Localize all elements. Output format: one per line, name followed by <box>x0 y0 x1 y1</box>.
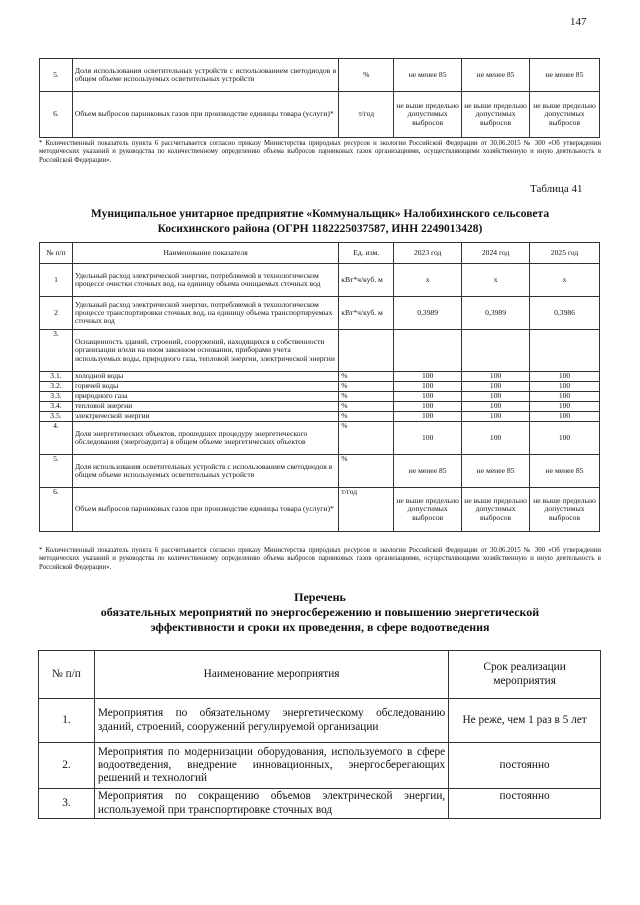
value-2023: 100 <box>394 382 462 392</box>
value-2025: 100 <box>530 382 600 392</box>
indicator-name: Объем выбросов парниковых газов при производстве единицы товара (услуги)* <box>72 488 338 532</box>
table-row <box>40 92 600 138</box>
value-2024: не выше предельно допустимых выбросов <box>462 488 530 532</box>
value-2025: 100 <box>530 422 600 455</box>
header-unit: Ед. изм. <box>339 243 394 264</box>
table-row <box>40 392 600 402</box>
indicator-name: природного газа <box>72 392 338 402</box>
measure-name: Мероприятия по модернизации оборудования, используемого в сфере водоотведения, внедрение инновационных, энергосберегающих решений и технологий <box>94 743 448 789</box>
value-2024: х <box>462 264 530 297</box>
measures-title-line1: Перечень <box>294 590 346 604</box>
unit <box>339 330 394 372</box>
indicator-name: Оснащенность зданий, строений, сооружений, находящихся в собственности организации и/или на ином законном основании, приборами учета используемых воды, природного газа, тепловой энергии, электрической энергии <box>72 330 338 372</box>
table-row <box>40 412 600 422</box>
indicator-table <box>39 242 600 532</box>
unit: кВт*ч/куб. м <box>339 264 394 297</box>
row-number: 6. <box>40 488 73 532</box>
value-2023: 100 <box>394 422 462 455</box>
value-2023: 0,3989 <box>394 297 462 330</box>
unit: % <box>339 392 394 402</box>
value-2024: не менее 85 <box>462 455 530 488</box>
value-2024: 100 <box>462 392 530 402</box>
indicator-name: горячей воды <box>72 382 338 392</box>
value-2024 <box>462 330 530 372</box>
unit: % <box>339 402 394 412</box>
indicator-name: Доля использования осветительных устройств с использованием светодиодов в общем объеме используемых осветительных устройств <box>72 455 338 488</box>
row-number: 3.3. <box>40 392 73 402</box>
measure-name: Мероприятия по обязательному энергетическому обследованию зданий, строений, сооружений регулируемой организации <box>94 699 448 743</box>
measures-title-line3: эффективности и сроки их проведения, в сфере водоотведения <box>150 620 490 634</box>
header-num: № п/п <box>39 651 95 699</box>
value-2024: не выше предельно допустимых выбросов <box>462 92 530 138</box>
value-2024: 100 <box>462 412 530 422</box>
indicator-name: электрической энергии <box>72 412 338 422</box>
value-2024: 100 <box>462 382 530 392</box>
value-2024: не менее 85 <box>462 59 530 92</box>
unit: кВт*ч/куб. м <box>339 297 394 330</box>
measure-term: постоянно <box>449 789 601 819</box>
table-header-row <box>40 243 600 264</box>
value-2025: не выше предельно допустимых выбросов <box>530 92 600 138</box>
unit: % <box>339 372 394 382</box>
value-2025 <box>530 330 600 372</box>
indicator-name: тепловой энергии <box>72 402 338 412</box>
table-row <box>40 455 600 488</box>
row-number: 1. <box>39 699 95 743</box>
table-row <box>40 330 600 372</box>
header-2023: 2023 год <box>394 243 462 264</box>
row-number: 5. <box>40 455 73 488</box>
value-2024: 0,3989 <box>462 297 530 330</box>
value-2023: 100 <box>394 372 462 382</box>
measures-table <box>38 650 601 819</box>
table-row <box>40 402 600 412</box>
header-measure: Наименование мероприятия <box>94 651 448 699</box>
value-2025: не менее 85 <box>530 59 600 92</box>
table-row <box>40 382 600 392</box>
row-number: 5. <box>40 59 73 92</box>
table-row <box>40 297 600 330</box>
indicator-name: Доля энергетических объектов, прошедших процедуру энергетического обследования (энергоаудита) в общем объеме энергетических объектов <box>72 422 338 455</box>
row-number: 3.1. <box>40 372 73 382</box>
row-number: 6. <box>40 92 73 138</box>
header-term: Срок реализации мероприятия <box>449 651 601 699</box>
value-2023: не менее 85 <box>394 59 462 92</box>
unit: % <box>339 455 394 488</box>
table-row <box>39 743 601 789</box>
unit: т/год <box>339 488 394 532</box>
value-2025: 100 <box>530 372 600 382</box>
table-label: Таблица 41 <box>530 183 583 195</box>
unit: % <box>339 382 394 392</box>
value-2023: не менее 85 <box>394 455 462 488</box>
table-row <box>39 699 601 743</box>
table-row <box>39 789 601 819</box>
unit: % <box>339 422 394 455</box>
footnote: * Количественный показатель пункта 6 рассчитывается согласно приказу Министерства природных ресурсов и экологии Российской Федерации от 30.06.2015 № 300 «Об утверждении методических указаний и руководства по количественному определению объема выбросов парниковых газов организациями, осуществляющими хозяйственную и иную деятельность в Российской Федерации». <box>39 547 601 571</box>
row-number: 1 <box>40 264 73 297</box>
row-number: 4. <box>40 422 73 455</box>
measure-name: Мероприятия по сокращению объемов электрической энергии, используемой при транспортировке сточных вод <box>94 789 448 819</box>
page-number: 147 <box>570 16 587 28</box>
table-row <box>40 59 600 92</box>
value-2023: 100 <box>394 402 462 412</box>
table-header-row <box>39 651 601 699</box>
indicator-name: Доля использования осветительных устройств с использованием светодиодов в общем объеме используемых осветительных устройств <box>72 59 338 92</box>
header-num: № п/п <box>40 243 73 264</box>
value-2023: 100 <box>394 412 462 422</box>
value-2023: 100 <box>394 392 462 402</box>
table-row <box>40 488 600 532</box>
unit: т/год <box>339 92 394 138</box>
value-2025: 100 <box>530 412 600 422</box>
header-2024: 2024 год <box>462 243 530 264</box>
row-number: 2. <box>39 743 95 789</box>
value-2023: х <box>394 264 462 297</box>
value-2023: не выше предельно допустимых выбросов <box>394 488 462 532</box>
row-number: 3. <box>39 789 95 819</box>
value-2024: 100 <box>462 422 530 455</box>
measure-term: постоянно <box>449 743 601 789</box>
indicator-name: Объем выбросов парниковых газов при производстве единицы товара (услуги)* <box>72 92 338 138</box>
value-2025: 100 <box>530 392 600 402</box>
footnote: * Количественный показатель пункта 6 рассчитывается согласно приказу Министерства природных ресурсов и экологии Российской Федерации от 30.06.2015 № 300 «Об утверждении методических указаний и руководства по количественному определению объема выбросов парниковых газов организациями, осуществляющими хозяйственную и иную деятельность в Российской Федерации». <box>39 140 601 164</box>
value-2023 <box>394 330 462 372</box>
row-number: 3.5. <box>40 412 73 422</box>
measures-title-line2: обязательных мероприятий по энергосбережению и повышению энергетической <box>100 605 540 619</box>
indicator-name: Удельный расход электрической энергии, потребляемой в технологическом процессе транспортировки сточных вод, на единицу объема транспортируемых сточных вод <box>72 297 338 330</box>
value-2025: 0,3986 <box>530 297 600 330</box>
value-2025: 100 <box>530 402 600 412</box>
indicator-name: Удельный расход электрической энергии, потребляемой в технологическом процессе очистки сточных вод, на единицу объема очищаемых сточных вод <box>72 264 338 297</box>
indicator-name: холодной воды <box>72 372 338 382</box>
header-name: Наименование показателя <box>72 243 338 264</box>
top-indicator-table <box>39 58 600 138</box>
row-number: 3.4. <box>40 402 73 412</box>
value-2025: х <box>530 264 600 297</box>
table-row <box>40 372 600 382</box>
row-number: 2 <box>40 297 73 330</box>
row-number: 3. <box>40 330 73 372</box>
value-2025: не выше предельно допустимых выбросов <box>530 488 600 532</box>
value-2025: не менее 85 <box>530 455 600 488</box>
value-2024: 100 <box>462 372 530 382</box>
table-row <box>40 264 600 297</box>
value-2023: не выше предельно допустимых выбросов <box>394 92 462 138</box>
table-row <box>40 422 600 455</box>
row-number: 3.2. <box>40 382 73 392</box>
unit: % <box>339 59 394 92</box>
unit: % <box>339 412 394 422</box>
organization-title-line1: Муниципальное унитарное предприятие «Коммунальщик» Налобихинского сельсовета <box>90 208 550 220</box>
organization-title-line2: Косихинского района (ОГРН 1182225037587, ИНН 2249013428) <box>157 223 483 235</box>
value-2024: 100 <box>462 402 530 412</box>
measure-term: Не реже, чем 1 раз в 5 лет <box>449 699 601 743</box>
header-2025: 2025 год <box>530 243 600 264</box>
